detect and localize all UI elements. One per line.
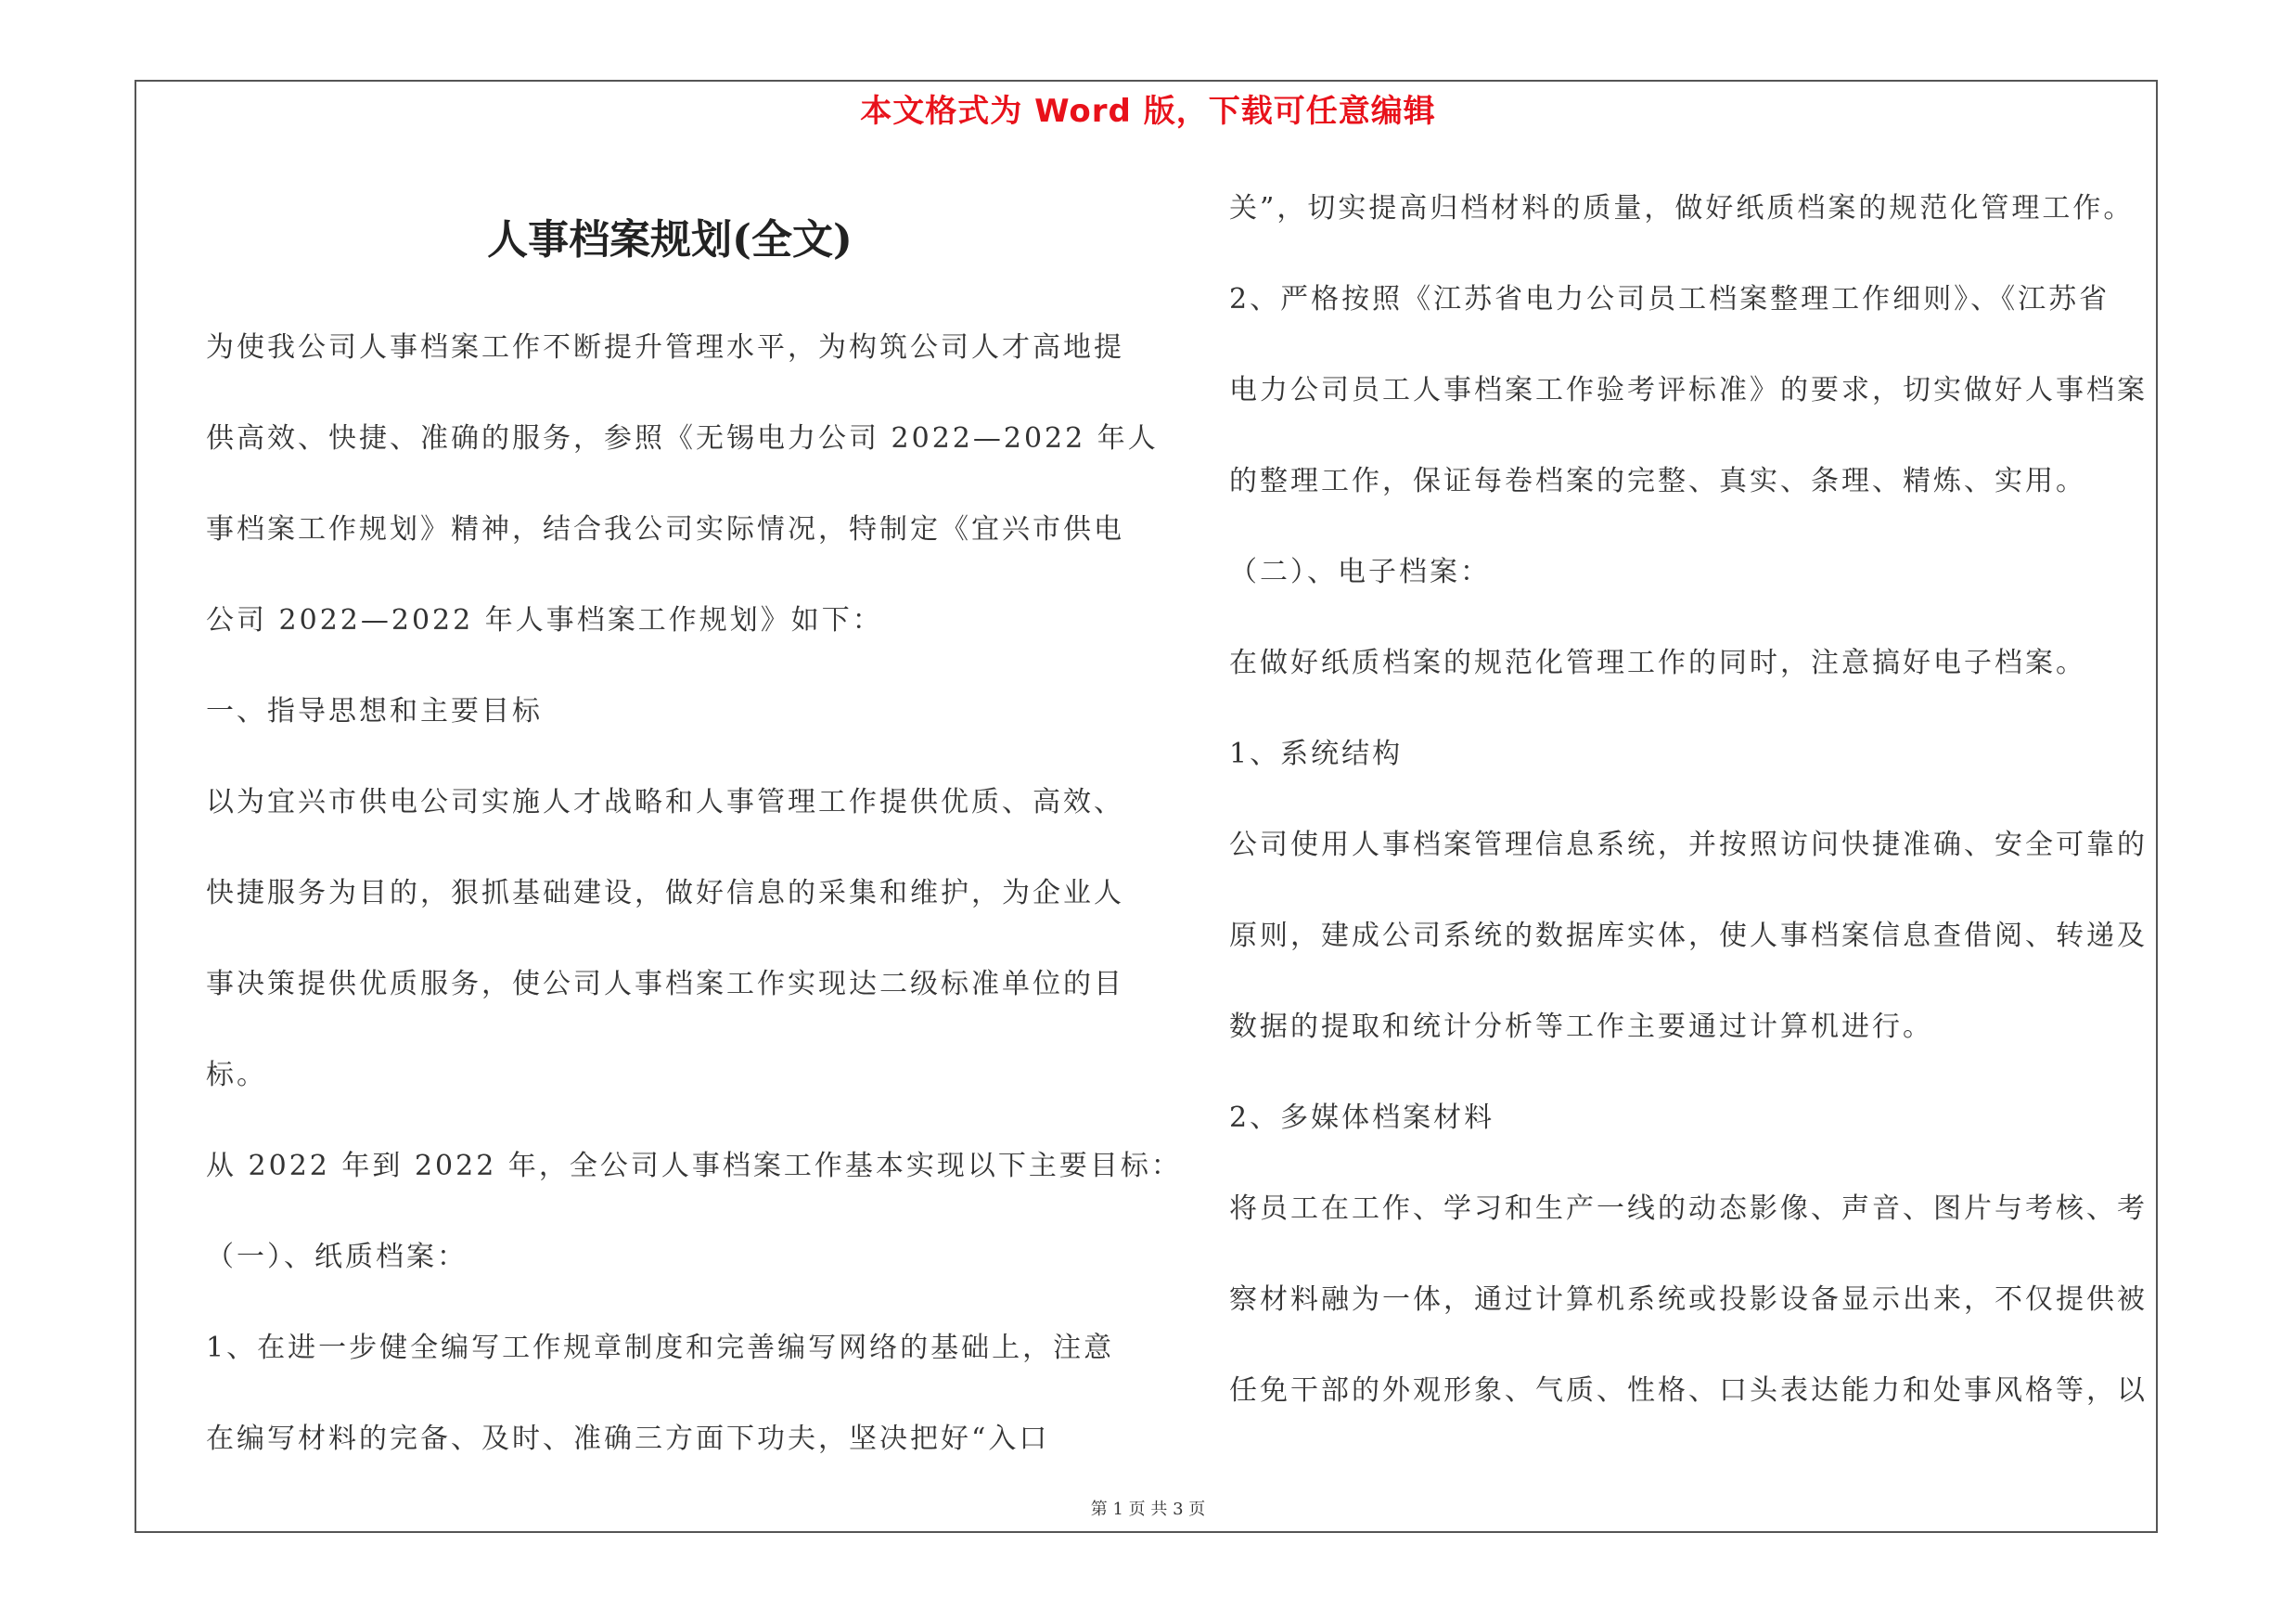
document-title: 人事档案规划(全文)	[487, 216, 853, 264]
body-line: 从 2022 年到 2022 年，全公司人事档案工作基本实现以下主要目标：	[206, 1150, 1182, 1182]
item-heading: 1、系统结构	[1229, 738, 1404, 770]
body-line: 以为宜兴市供电公司实施人才战略和人事管理工作提供优质、高效、	[206, 786, 1124, 818]
body-line: 数据的提取和统计分析等工作主要通过计算机进行。	[1229, 1011, 1933, 1043]
body-line: 2、严格按照《江苏省电力公司员工档案整理工作细则》、《江苏省	[1229, 283, 2110, 316]
body-line: 事档案工作规划》精神，结合我公司实际情况，特制定《宜兴市供电	[206, 513, 1124, 546]
body-line: 为使我公司人事档案工作不断提升管理水平，为构筑公司人才高地提	[206, 331, 1124, 364]
body-line: 的整理工作，保证每卷档案的完整、真实、条理、精炼、实用。	[1229, 465, 2086, 497]
body-line: 任免干部的外观形象、气质、性格、口头表达能力和处事风格等，以	[1229, 1374, 2148, 1407]
body-line: 快捷服务为目的，狠抓基础建设，做好信息的采集和维护，为企业人	[206, 877, 1124, 909]
body-line: 事决策提供优质服务，使公司人事档案工作实现达二级标准单位的目	[206, 968, 1124, 1000]
body-line: 关”，切实提高归档材料的质量，做好纸质档案的规范化管理工作。	[1229, 192, 2135, 225]
body-line: 原则，建成公司系统的数据库实体，使人事档案信息查借阅、转递及	[1229, 920, 2148, 952]
body-line: 察材料融为一体，通过计算机系统或投影设备显示出来，不仅提供被	[1229, 1283, 2148, 1316]
left-column	[206, 327, 1182, 1509]
right-column	[1229, 187, 2175, 1461]
body-line: 在编写材料的完备、及时、准确三方面下功夫，坚决把好“入口	[206, 1423, 1050, 1455]
section-heading: 一、指导思想和主要目标	[206, 695, 543, 728]
subsection-heading: （二）、电子档案：	[1229, 556, 1491, 588]
body-line: 电力公司员工人事档案工作验考评标准》的要求，切实做好人事档案	[1229, 374, 2148, 406]
body-line: 公司使用人事档案管理信息系统，并按照访问快捷准确、安全可靠的	[1229, 829, 2148, 861]
body-line: 标。	[206, 1059, 267, 1091]
subsection-heading: （一）、纸质档案：	[206, 1241, 468, 1273]
editable-notice-banner: 本文格式为 Word 版，下载可任意编辑	[860, 93, 1436, 130]
body-line: 在做好纸质档案的规范化管理工作的同时，注意搞好电子档案。	[1229, 647, 2086, 679]
body-line: 将员工在工作、学习和生产一线的动态影像、声音、图片与考核、考	[1229, 1192, 2148, 1225]
item-heading: 2、多媒体档案材料	[1229, 1101, 1495, 1134]
body-line: 公司 2022—2022 年人事档案工作规划》如下：	[206, 604, 883, 637]
page-number-footer: 第 1 页 共 3 页	[1090, 1500, 1206, 1519]
body-line: 供高效、快捷、准确的服务，参照《无锡电力公司 2022—2022 年人	[206, 422, 1159, 455]
body-line: 1、在进一步健全编写工作规章制度和完善编写网络的基础上，注意	[206, 1332, 1115, 1364]
